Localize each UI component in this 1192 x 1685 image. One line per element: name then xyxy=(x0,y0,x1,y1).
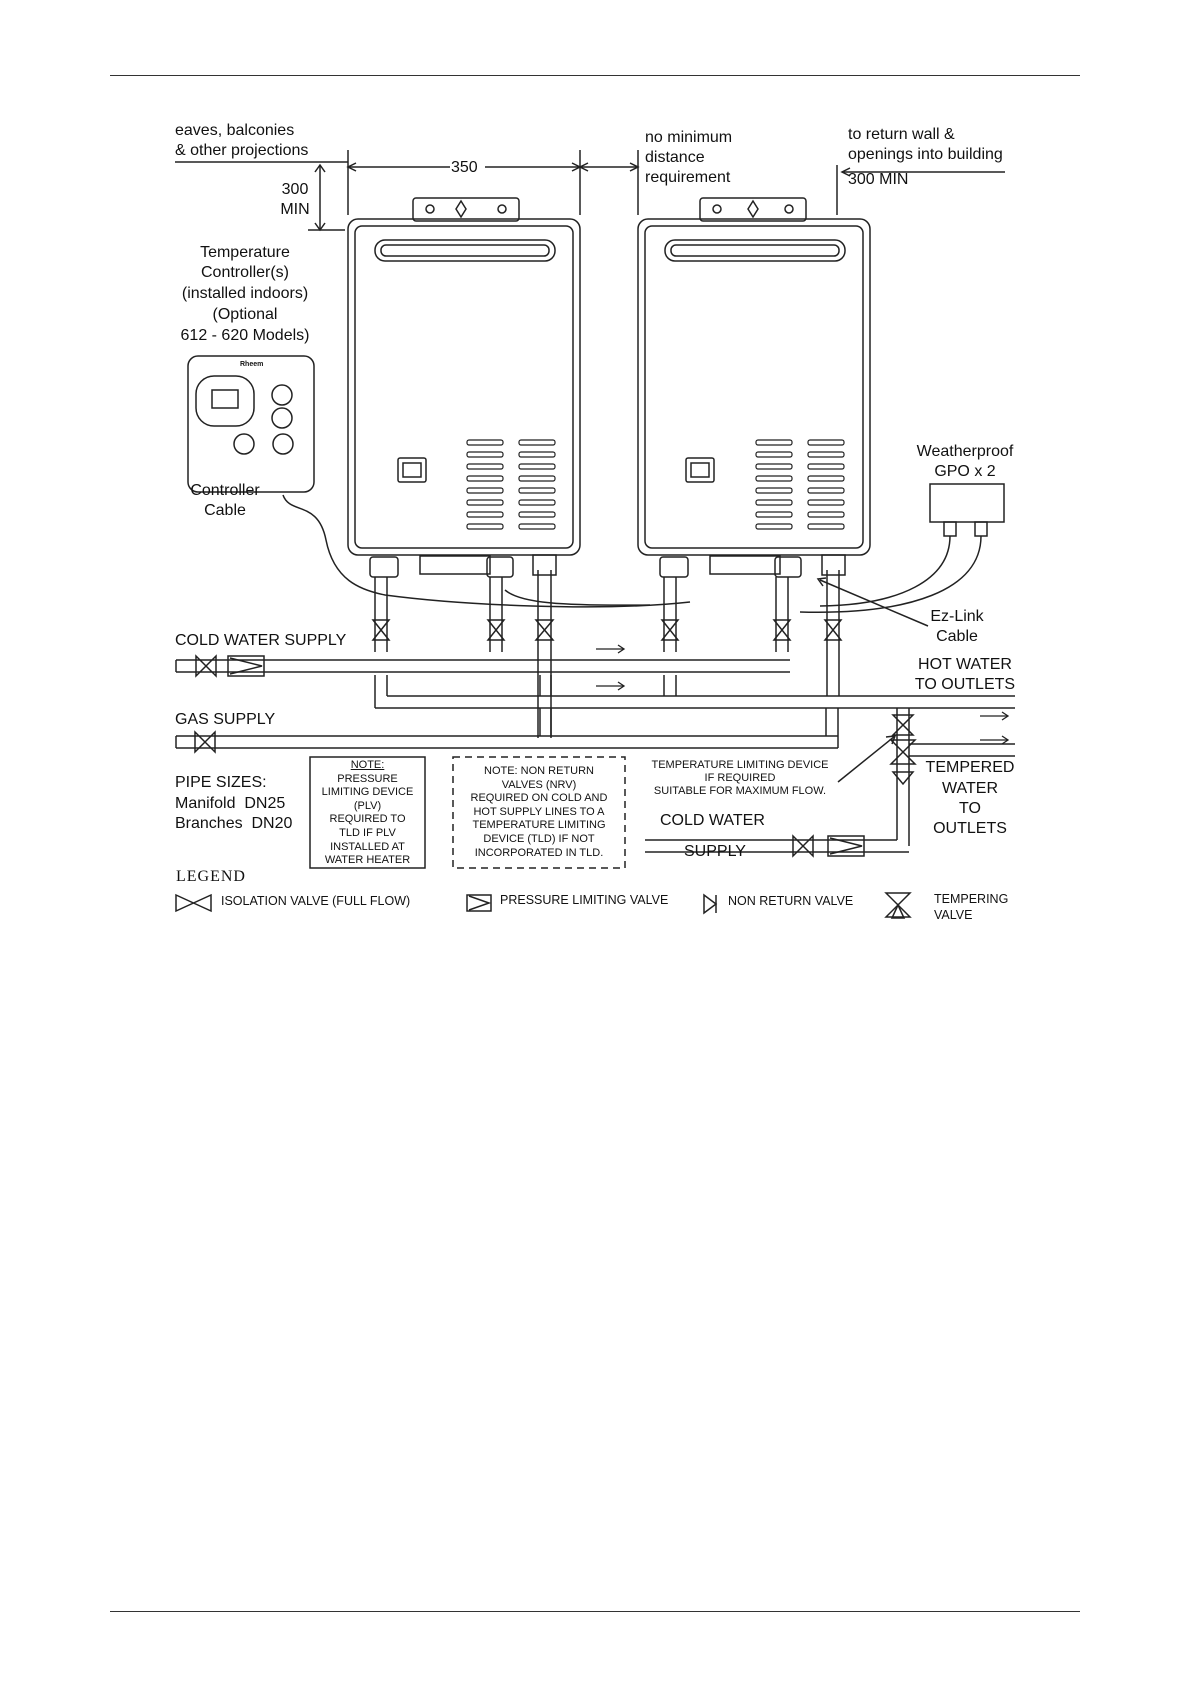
tempering-valve-symbol xyxy=(886,893,910,905)
isolation-valve-symbol xyxy=(176,895,211,911)
branches-size-label: Branches DN20 xyxy=(175,815,293,832)
distance-label: distance xyxy=(645,149,705,166)
clearance-min-label: MIN xyxy=(280,201,310,218)
tempered-label-1: TEMPERED xyxy=(925,759,1015,776)
controller-cable-label-1: Controller xyxy=(190,482,260,499)
tld-label-1: TEMPERATURE LIMITING DEVICE xyxy=(651,759,829,771)
nrv-note-line: VALVES (NRV) xyxy=(501,778,577,791)
temperature-controller-label-1: Temperature xyxy=(200,244,290,261)
controller-cable-label-2: Cable xyxy=(204,502,246,519)
ezlink-label-2: Cable xyxy=(936,628,978,645)
width-dimension-value: 350 xyxy=(451,159,478,176)
nrv-note-line: TEMPERATURE LIMITING xyxy=(472,819,606,832)
nrv-note-line: DEVICE (TLD) IF NOT xyxy=(483,832,595,845)
clearance-300-label: 300 xyxy=(281,181,309,198)
plv-note-line: LIMITING DEVICE xyxy=(321,786,414,799)
plv-note-line: TLD IF PLV xyxy=(339,826,396,839)
temperature-controller-label-3: (installed indoors) xyxy=(181,285,309,302)
tempered-label-4: OUTLETS xyxy=(933,820,1007,837)
other-projections-label: & other projections xyxy=(175,142,309,159)
water-heater-1 xyxy=(348,198,580,738)
eaves-label: eaves, balconies xyxy=(175,122,295,139)
legend-tempering-valve-1: TEMPERING xyxy=(934,892,1009,906)
gas-supply-label: GAS SUPPLY xyxy=(175,711,276,728)
temperature-controller xyxy=(188,356,314,492)
plv-note-line: NOTE: xyxy=(350,759,385,771)
gpo-label-1: Weatherproof xyxy=(916,443,1014,460)
tempered-label-3: TO xyxy=(959,800,981,817)
plv-note-line: (PLV) xyxy=(353,799,382,812)
legend-title: LEGEND xyxy=(176,868,246,885)
plv-note-line: WATER HEATER xyxy=(324,854,411,867)
openings-label: openings into building xyxy=(848,146,1003,163)
hot-water-label: HOT WATER xyxy=(918,656,1012,673)
ezlink-label-1: Ez-Link xyxy=(930,608,984,625)
non-return-valve-symbol xyxy=(704,895,716,913)
cold-water-manifold xyxy=(176,656,790,676)
nrv-note-line: REQUIRED ON COLD AND xyxy=(470,792,608,805)
plv-note xyxy=(310,759,425,868)
nrv-note xyxy=(453,765,625,860)
gpo-label-2: GPO x 2 xyxy=(934,463,996,480)
plv-note-line: PRESSURE xyxy=(337,772,398,785)
plv-note-line: REQUIRED TO xyxy=(329,813,406,826)
return-300-min-label: 300 MIN xyxy=(848,171,909,188)
legend-isolation-valve: ISOLATION VALVE (FULL FLOW) xyxy=(221,894,411,908)
tempered-label-2: WATER xyxy=(942,780,998,797)
temperature-controller-label-2: Controller(s) xyxy=(200,264,289,281)
pipe-sizes-label: PIPE SIZES: xyxy=(175,774,267,791)
cold-water-label: COLD WATER xyxy=(660,812,765,829)
requirement-label: requirement xyxy=(645,169,731,186)
to-outlets-label: TO OUTLETS xyxy=(914,676,1016,693)
legend-tempering-valve-2: VALVE xyxy=(934,908,973,922)
nrv-note-line: HOT SUPPLY LINES TO A xyxy=(473,805,605,818)
supply-label: SUPPLY xyxy=(684,843,746,860)
no-minimum-label: no minimum xyxy=(645,129,733,146)
gas-supply-line xyxy=(176,708,838,752)
controller-brand: Rheem xyxy=(240,361,264,368)
plv-note-line: INSTALLED AT xyxy=(330,840,405,853)
cold-water-supply-label: COLD WATER SUPPLY xyxy=(175,632,347,649)
legend-non-return-valve: NON RETURN VALVE xyxy=(728,894,854,908)
return-wall-label: to return wall & xyxy=(848,126,955,143)
legend-pressure-limiting-valve: PRESSURE LIMITING VALVE xyxy=(500,893,669,907)
tld-label-3: SUITABLE FOR MAXIMUM FLOW. xyxy=(653,785,827,797)
nrv-note-line: NOTE: NON RETURN xyxy=(484,765,594,777)
temperature-controller-label-5: 612 - 620 Models) xyxy=(180,327,310,344)
water-heater-2 xyxy=(638,198,870,690)
manifold-size-label: Manifold DN25 xyxy=(175,795,286,812)
tld-label-2: IF REQUIRED xyxy=(704,772,776,784)
temperature-controller-label-4: (Optional xyxy=(212,306,278,323)
nrv-note-line: INCORPORATED IN TLD. xyxy=(474,846,604,859)
